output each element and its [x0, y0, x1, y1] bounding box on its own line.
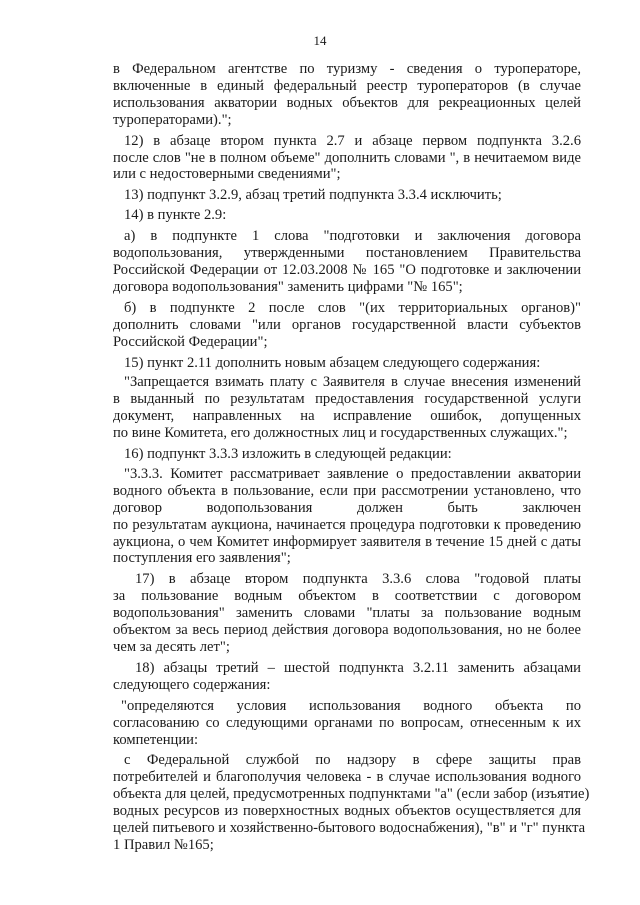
text-line: целей питьевого и хозяйственно-бытового водоснабжения), "в" и "г" пункта — [113, 820, 586, 837]
document-body — [113, 61, 590, 854]
text-line: использования акватории водных объектов для рекреационных целей — [113, 94, 581, 111]
text-line: объектом за весь период действия договора водопользования, но не более — [113, 622, 581, 639]
text-line: 12) в абзаце втором пункта 2.7 и абзаце первом подпункта 3.2.6 — [124, 132, 581, 149]
text-line: 18) абзацы третий – шестой подпункта 3.2.11 заменить абзацами — [135, 659, 581, 676]
text-line: поступления его заявления"; — [113, 550, 291, 567]
text-line: согласованию со следующими органами по вопросам, отнесенным к их — [113, 714, 581, 731]
text-line: документ, направленных на исправление ошибок, допущенных — [113, 408, 581, 425]
text-line: объекта для целей, предусмотренных подпунктами "а" (если забор (изъятие) — [113, 786, 590, 803]
page-number: 14 — [313, 33, 327, 48]
text-line: компетенции: — [113, 731, 199, 748]
text-line: договор водопользования должен быть заключен — [113, 499, 581, 516]
text-line: в Федеральном агентстве по туризму - сведения о туроператоре, — [113, 61, 581, 77]
text-line: водопользования" заменить словами "платы за пользование водным — [113, 605, 581, 622]
text-line: потребителей и благополучия человека - в случае использования водного — [113, 769, 581, 786]
text-line: в выданный по результатам предоставления государственной услуги — [113, 391, 581, 408]
text-line: "определяются условия использования водного объекта по — [121, 697, 581, 714]
text-line: после слов "не в полном объеме" дополнить словами ", в нечитаемом виде — [113, 149, 581, 166]
text-line: по вине Комитета, его должностных лиц и государственных служащих."; — [113, 425, 568, 442]
text-line: 14) в пункте 2.9: — [124, 207, 227, 224]
text-line: туроператорами)."; — [113, 111, 232, 128]
text-line: б) в подпункте 2 после слов "(их территориальных органов)" — [124, 299, 581, 316]
text-line: по результатам аукциона, начинается процедура подготовки к проведению — [113, 516, 581, 533]
text-line: 15) пункт 2.11 дополнить новым абзацем следующего содержания: — [124, 354, 541, 371]
text-line: или с недостоверными сведениями"; — [113, 166, 341, 183]
text-line: 1 Правил №165; — [113, 836, 214, 853]
text-line: водопользования, утвержденными постановлением Правительства — [113, 245, 581, 262]
text-line: 17) в абзаце втором подпункта 3.3.6 слова "годовой платы — [135, 571, 581, 588]
text-line: за пользование водным объектом в соответствии с договором — [113, 588, 581, 605]
text-line: "3.3.3. Комитет рассматривает заявление о предоставлении акватории — [124, 465, 581, 482]
text-line: включенные в единый федеральный реестр туроператоров (в случае — [113, 77, 581, 94]
text-line: следующего содержания: — [113, 676, 271, 693]
text-line: Российской Федерации от 12.03.2008 № 165 "О подготовке и заключении — [113, 261, 581, 278]
text-line: с Федеральной службой по надзору в сфере защиты прав — [124, 752, 581, 769]
text-line: водных ресурсов из поверхностных водных объектов осуществляется для — [113, 803, 581, 820]
text-line: "Запрещается взимать плату с Заявителя в случае внесения изменений — [124, 374, 581, 391]
text-line: а) в подпункте 1 слова "подготовки и заключения договора — [124, 228, 581, 245]
text-line: водного объекта в пользование, если при рассмотрении установлено, что — [113, 482, 581, 499]
text-line: чем за десять лет"; — [113, 639, 230, 655]
text-line: дополнить словами "или органов государственной власти субъектов — [113, 316, 581, 333]
text-line: 13) подпункт 3.2.9, абзац третий подпункта 3.3.4 исключить; — [124, 187, 502, 204]
text-line: аукциона, о чем Комитет информирует заявителя в течение 15 дней с даты — [113, 533, 581, 550]
text-line: договора водопользования" заменить цифрами "№ 165"; — [113, 278, 463, 295]
text-line: Российской Федерации"; — [113, 333, 268, 350]
text-line: 16) подпункт 3.3.3 изложить в следующей редакции: — [124, 446, 452, 463]
